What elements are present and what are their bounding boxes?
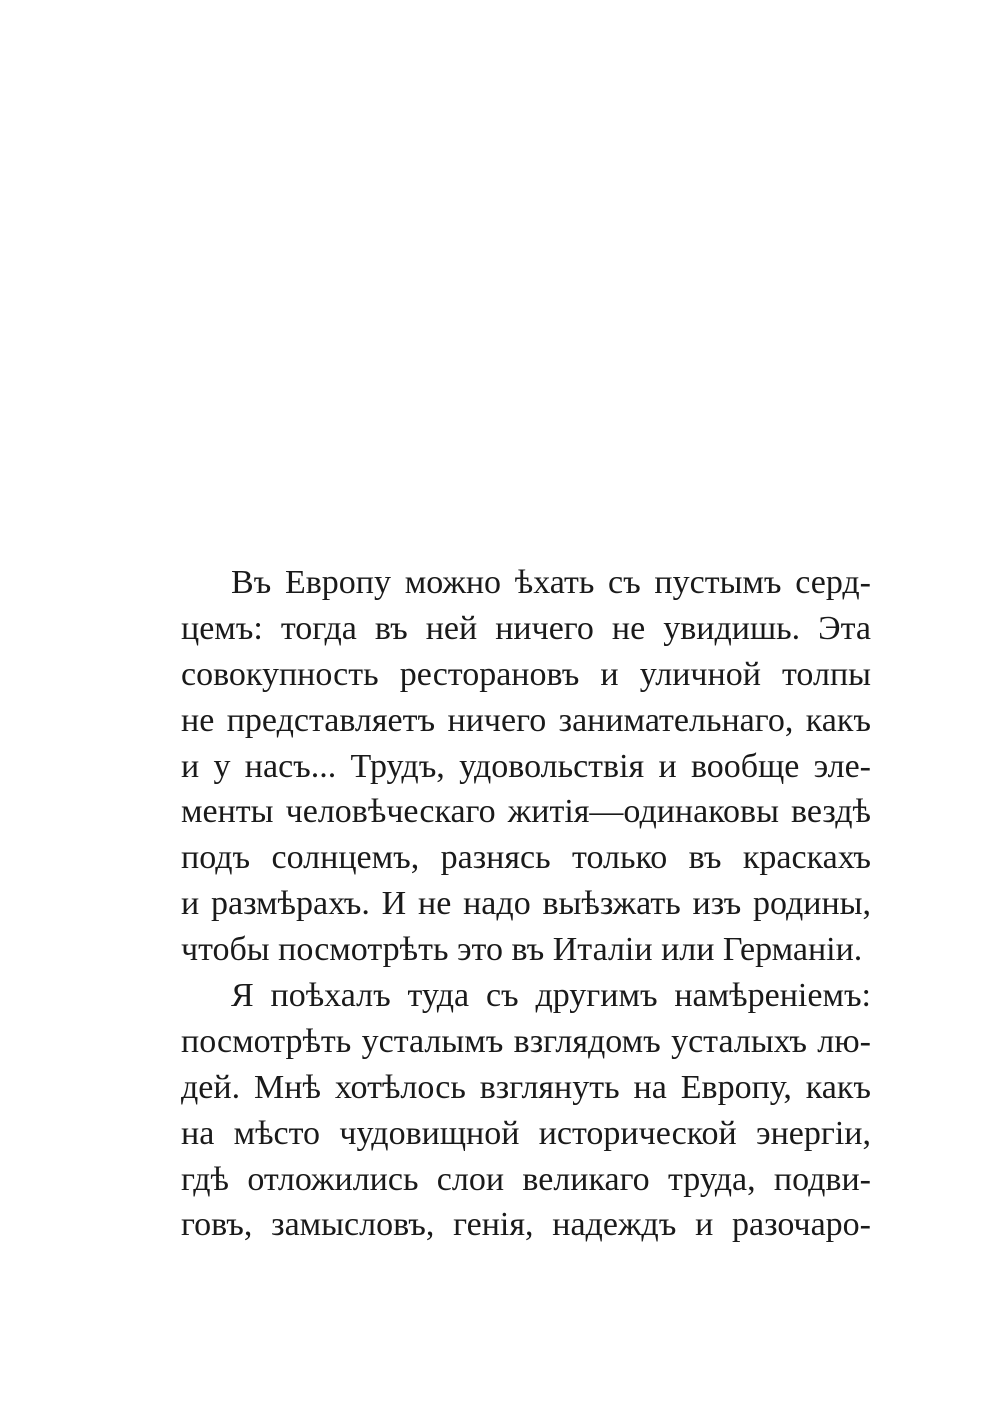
paragraph-2-line-5: гдѣ отложились слои великаго труда, подви- <box>181 1160 871 1198</box>
paragraph-2-line-1: Я поѣхалъ туда съ другимъ намѣреніемъ: <box>231 977 871 1015</box>
paragraph-1-line-7: подъ солнцемъ, разнясь только въ краскахъ <box>181 839 871 877</box>
paragraph-1-line-3: совокупность ресторановъ и уличной толпы <box>181 655 871 693</box>
paragraph-1-line-4: не представляетъ ничего занимательнаго, какъ <box>181 701 871 739</box>
paragraph-1-line-9: чтобы посмотрѣть это въ Италіи или Германіи. <box>181 931 863 969</box>
paragraph-2-line-4: на мѣсто чудовищной исторической энергіи, <box>181 1114 871 1152</box>
paragraph-1-line-8: и размѣрахъ. И не надо выѣзжать изъ родины, <box>181 885 871 923</box>
paragraph-2-line-6: говъ, замысловъ, генія, надеждъ и разочаро- <box>181 1206 871 1244</box>
paragraph-2-line-3: дей. Мнѣ хотѣлось взглянуть на Европу, какъ <box>181 1068 871 1106</box>
paragraph-1-line-2: цемъ: тогда въ ней ничего не увидишь. Эта <box>181 609 871 647</box>
paragraph-1-line-1: Въ Европу можно ѣхать съ пустымъ серд- <box>231 564 871 601</box>
body-text <box>181 560 871 1248</box>
paragraph-1-line-5: и у насъ... Трудъ, удовольствія и вообще эле- <box>181 747 871 785</box>
paragraph-1-line-6: менты человѣческаго житія—одинаковы вездѣ <box>181 793 871 831</box>
paragraph-2-line-2: посмотрѣть усталымъ взглядомъ усталыхъ лю- <box>181 1022 871 1060</box>
